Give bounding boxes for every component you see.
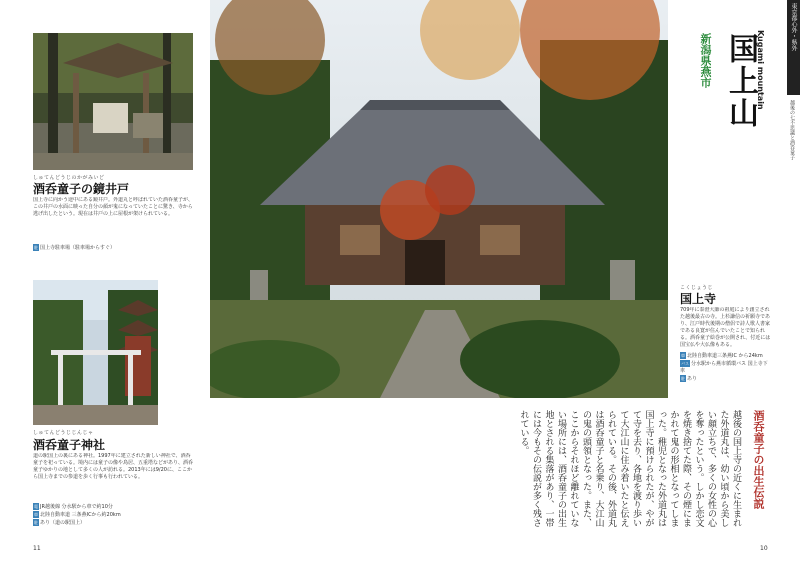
shrine-access: [33, 503, 193, 527]
temple-access-1-text: 北陸自動車道三条燕IC から24km: [687, 353, 763, 359]
shrine-title: 酒呑童子神社: [33, 438, 106, 452]
car-tag: 車: [681, 353, 685, 358]
location-label: 新潟県燕市: [699, 33, 712, 88]
mountain-title: 国上山: [723, 33, 758, 129]
temple-access-3: [680, 375, 772, 383]
well-access-text: 国上寺駐車場（駐車場からすぐ）: [40, 245, 116, 251]
shrine-body: 道の駅国上の裏にある神社。1997年に建立された新しい神社で、酒呑童子を祀っている。境内には童子の像や鳥居、五重塔などがあり、酒呑童子ゆかりの地として多くの人が訪れる。2013年には9/20に、ここから国上寺までの参道を歩く行事も行われている。: [33, 453, 193, 480]
shrine-access-3-text: あり（道の駅国上）: [40, 520, 86, 526]
bus-tag: バス: [681, 361, 689, 366]
article-title: 酒呑童子の出生伝説: [752, 410, 765, 509]
well-title: 酒呑童子の鏡井戸: [33, 182, 130, 196]
parking-tag: 駐: [34, 245, 38, 250]
car-tag: 車: [34, 512, 38, 517]
mountain-romaji: Kugami mountain: [756, 30, 765, 110]
temple-access-2: [680, 360, 772, 375]
temple-access-1: [680, 352, 772, 360]
well-access: [33, 244, 193, 252]
shrine-photo: [33, 280, 158, 425]
kagami-well-photo: [33, 33, 193, 170]
well-body: 国上寺に向かう途中にある鏡井戸。外道丸と呼ばれていた酒呑童子が、この井戸の水面に映った自分の顔が鬼になっていたことに驚き、寺から逃げ出したという。現在は井戸の上に屋根が架けられている。: [33, 197, 193, 217]
temple-access: [680, 352, 772, 383]
article-body: 越後の国上寺の近くに生まれた外道丸は、幼い頃から美しい顔立ちで、多くの女性の心を奪ったという。しかし恋文を焼き捨てた際、その煙にまかれて鬼の形相となってしまった。稚児となった外道丸は国上寺に預けられたが、やがて寺を去り、各地を渡り歩いて大江山に住み着いたと伝えられている。その後、外道丸は酒呑童子と名乗り、大江山の鬼の頭領となった。また、ここからそれほど離れていない場所には、酒呑童子の出生地とされる集落があり、一帯には今もその伝説が多く残されている。: [518, 410, 741, 527]
header-tab: [787, 0, 800, 95]
temple-access-2-text: 分水駅から燕市循環バス 国上寺下車: [680, 361, 768, 374]
header-strip: 越後の七不思議と酒呑童子: [789, 100, 795, 160]
shrine-ruby: しゅてんどうじじんじゃ: [33, 430, 94, 436]
parking-tag: 駐: [681, 376, 685, 381]
temple-title: 国上寺: [680, 292, 717, 306]
page-number-right: 10: [760, 545, 768, 552]
well-ruby: しゅてんどうじのかがみいど: [33, 175, 105, 181]
shrine-access-2: [33, 511, 193, 519]
kokujoji-main-photo: [210, 0, 668, 398]
train-tag: 電: [34, 504, 38, 509]
shrine-access-3: [33, 519, 193, 527]
temple-access-3-text: あり: [687, 376, 698, 382]
shrine-access-2-text: 北陸自動車道 三条燕ICから約20km: [40, 512, 121, 518]
parking-tag: 駐: [34, 520, 38, 525]
header-tab-text: 東京都心外・県外: [790, 3, 797, 51]
page-number-left: 11: [33, 545, 41, 552]
temple-ruby: こくじょうじ: [680, 285, 714, 291]
shrine-access-1: [33, 503, 193, 511]
temple-body: 709年に泰澄大師の祖庭により創立された越後最古の寺。上杉謙信の祈願寺であり、江戸時代後期の僧侶で詩人歌人書家である良寛が住んでいたことで知られる。酒呑童子絵巻が公開され、付近には国宝仏や大仏像もある。: [680, 307, 771, 347]
shrine-access-1-text: JR越後線 分水駅から車で約10分: [40, 504, 113, 510]
